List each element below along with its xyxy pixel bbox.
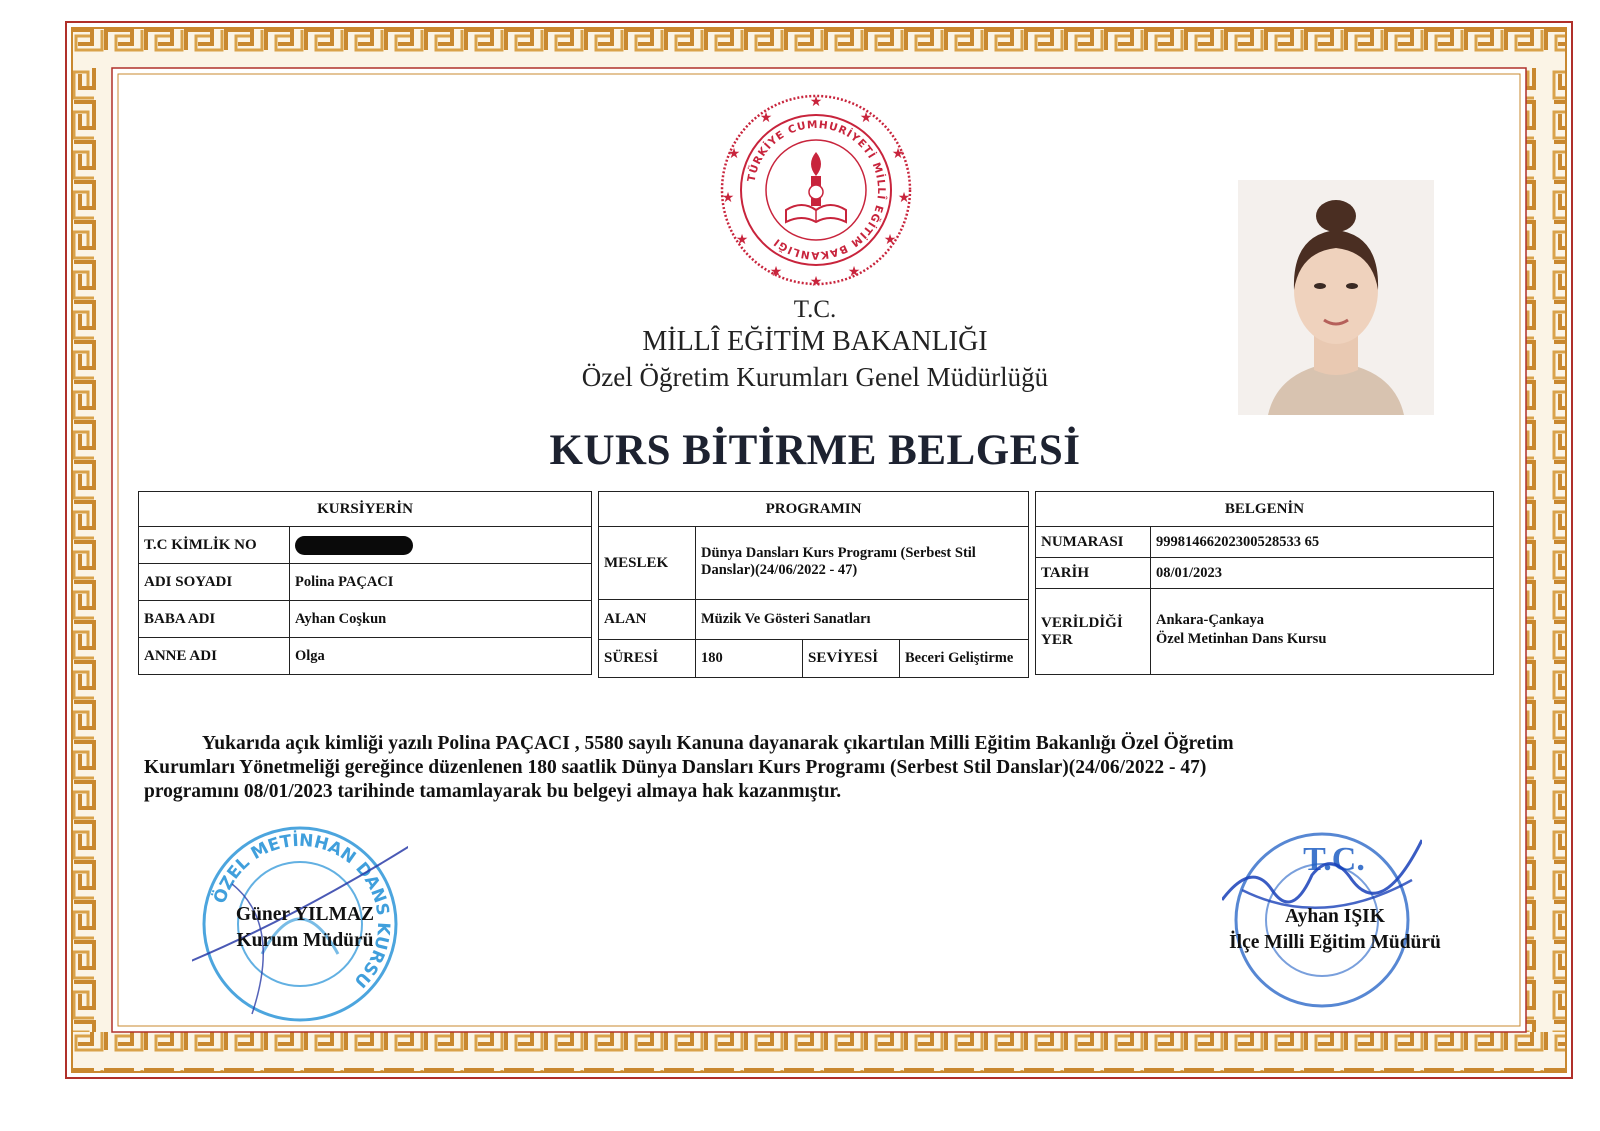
svg-text:★: ★	[727, 147, 741, 162]
header-directorate: Özel Öğretim Kurumları Genel Müdürlüğü	[581, 362, 1049, 392]
svg-text:★: ★	[847, 265, 861, 280]
svg-text:★: ★	[721, 191, 735, 206]
right-signer-title: İlçe Milli Eğitim Müdürü	[1229, 932, 1441, 953]
svg-text:★: ★	[809, 95, 823, 110]
yer-line1: Ankara-Çankaya	[1156, 612, 1264, 628]
mother-label: ANNE ADI	[139, 638, 290, 675]
header-ministry: MİLLÎ EĞİTİM BAKANLIĞI	[642, 326, 988, 357]
numara-value: 99981466202300528533 65	[1151, 527, 1494, 558]
statement-line-2: Kurumları Yönetmeliği gereğince düzenlenen 180 saatlik Dünya Dansları Kurs Programı (Serbest Stil Danslar)(24/06/2022 - 47)	[144, 757, 1207, 778]
suresi-label: SÜRESİ	[599, 640, 696, 678]
header-tc: T.C.	[793, 296, 837, 323]
redaction-mark	[295, 536, 413, 555]
left-signer-name: Güner YILMAZ	[235, 904, 375, 925]
mother-value: Olga	[290, 638, 592, 675]
left-signer-title: Kurum Müdürü	[236, 930, 374, 951]
certificate-table	[1035, 491, 1494, 675]
name-label: ADI SOYADI	[139, 564, 290, 601]
numara-label: NUMARASI	[1036, 527, 1151, 558]
statement-line-1	[144, 732, 1474, 756]
svg-text:T.C.: T.C.	[1303, 841, 1365, 878]
seviyesi-value: Beceri Geliştirme	[900, 640, 1029, 678]
program-heading: PROGRAMIN	[599, 492, 1029, 527]
tarih-label: TARİH	[1036, 558, 1151, 589]
program-table	[598, 491, 1029, 678]
svg-text:★: ★	[891, 147, 905, 162]
meslek-value: Dünya Dansları Kurs Programı (Serbest Stil Danslar)(24/06/2022 - 47)	[696, 527, 1029, 600]
left-signature-block	[190, 902, 420, 954]
certificate-heading: BELGENİN	[1036, 492, 1494, 527]
right-signature-block	[1200, 904, 1470, 956]
certificate-statement	[144, 732, 1474, 804]
father-label: BABA ADI	[139, 601, 290, 638]
svg-text:★: ★	[809, 275, 823, 288]
alan-value: Müzik Ve Gösteri Sanatları	[696, 600, 1029, 640]
svg-text:★: ★	[897, 191, 911, 206]
yer-value	[1151, 589, 1494, 675]
svg-text:★: ★	[883, 233, 897, 248]
meslek-label: MESLEK	[599, 527, 696, 600]
alan-label: ALAN	[599, 600, 696, 640]
svg-text:TÜRKİYE CUMHURİYETİ MİLLÎ EĞİT: TÜRKİYE CUMHURİYETİ MİLLÎ EĞİTİM BAKANLIĞI	[745, 118, 888, 262]
yer-label: VERİLDİĞİ YER	[1036, 589, 1151, 675]
svg-text:★: ★	[759, 111, 773, 126]
document-title: KURS BİTİRME BELGESİ	[549, 427, 1081, 474]
tc-label: T.C KİMLİK NO	[139, 527, 290, 564]
name-value: Polina PAÇACI	[290, 564, 592, 601]
student-table	[138, 491, 592, 675]
statement-line-1-text: Yukarıda açık kimliği yazılı Polina PAÇACI , 5580 sayılı Kanuna dayanarak çıkartılan Milli Eğitim Bakanlığı Özel Öğretim	[202, 733, 1234, 754]
tc-value	[290, 527, 592, 564]
svg-text:ÖZEL METİNHAN DANS KURSU: ÖZEL METİNHAN DANS KURSU	[209, 830, 394, 992]
seviyesi-label: SEVİYESİ	[803, 640, 900, 678]
svg-text:★: ★	[859, 111, 873, 126]
yer-line2: Özel Metinhan Dans Kursu	[1156, 631, 1327, 647]
tarih-value: 08/01/2023	[1151, 558, 1494, 589]
right-signer-name: Ayhan IŞIK	[1285, 906, 1385, 927]
father-value: Ayhan Coşkun	[290, 601, 592, 638]
suresi-value: 180	[696, 640, 803, 678]
svg-text:★: ★	[769, 265, 783, 280]
ministry-seal-icon	[718, 92, 914, 288]
svg-text:★: ★	[735, 233, 749, 248]
statement-line-3: programını 08/01/2023 tarihinde tamamlayarak bu belgeyi almaya hak kazanmıştır.	[144, 781, 842, 802]
portrait-photo	[1238, 180, 1434, 415]
student-heading: KURSİYERİN	[139, 492, 592, 527]
